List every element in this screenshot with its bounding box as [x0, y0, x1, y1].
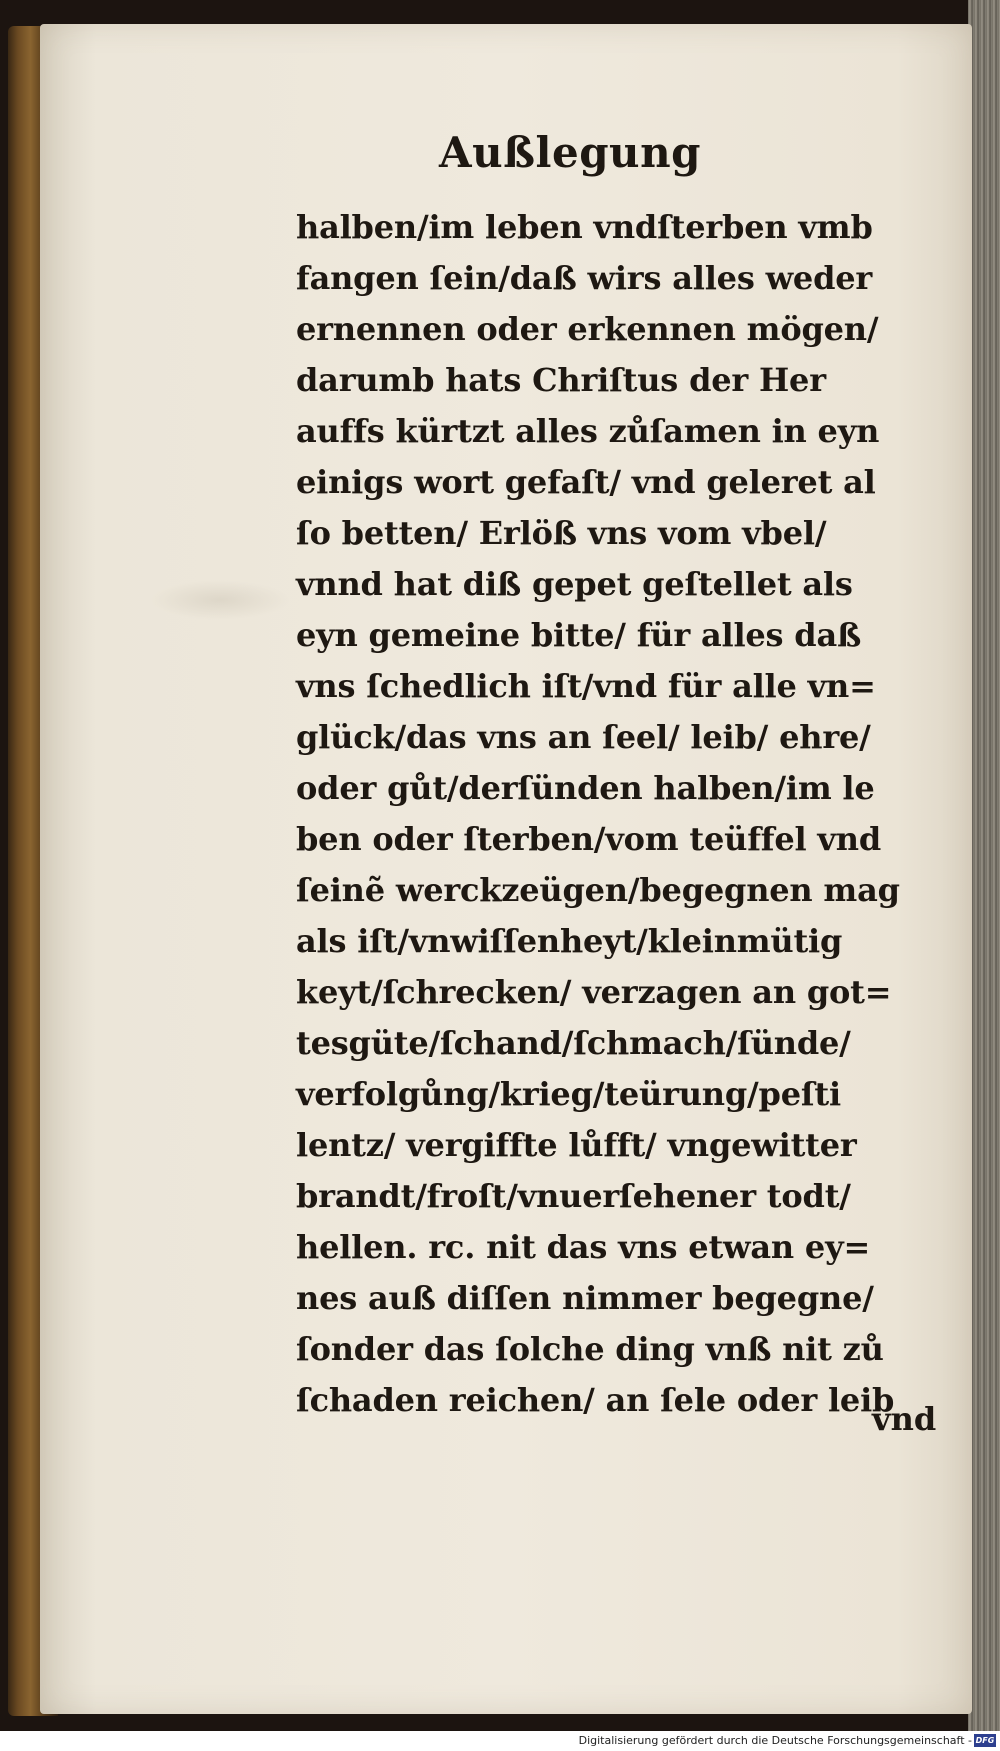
text-line: oder gůt/derſünden halben/im le	[296, 769, 875, 807]
text-line: hellen. rc. nit das vns etwan ey=	[296, 1228, 871, 1266]
text-line: vns ſchedlich iſt/vnd für alle vn=	[296, 667, 876, 705]
text-line: ſchaden reichen/ an ſele oder leib	[296, 1381, 895, 1419]
text-line: darumb hats Chriſtus der Her	[296, 361, 826, 399]
dfg-logo-icon: DFG	[975, 1736, 995, 1745]
text-line: ben oder ſterben/vom teüffel vnd	[296, 820, 882, 858]
text-line: keyt/ſchrecken/ verzagen an got=	[296, 973, 892, 1011]
text-line: als iſt/vnwiſſenheyt/kleinmütig	[296, 922, 843, 960]
text-block	[296, 202, 960, 1426]
text-line: auffs kürtzt alles zůſamen in eyn	[296, 412, 880, 450]
page-stack-edges	[968, 0, 1000, 1740]
text-line: lentz/ vergiffte lůfft/ vngewitter	[296, 1126, 857, 1164]
text-line: fangen ſein/daß wirs alles weder	[296, 259, 873, 297]
text-line: tesgüte/ſchand/ſchmach/ſünde/	[296, 1024, 851, 1062]
text-line: einigs wort gefaſt/ vnd geleret al	[296, 463, 876, 501]
text-line: brandt/froſt/vnuerſehener todt/	[296, 1177, 851, 1215]
ink-show-through	[150, 580, 290, 620]
footer-credit: Digitalisierung gefördert durch die Deutsche Forschungsgemeinschaft -	[578, 1734, 972, 1747]
text-line: glück/das vns an ſeel/ leib/ ehre/	[296, 718, 871, 756]
running-head: Außlegung	[438, 128, 702, 177]
text-line: ſeinẽ werckzeügen/begegnen mag	[296, 871, 900, 909]
text-line: ſonder das ſolche ding vnß nit zů	[296, 1330, 884, 1368]
text-line: halben/im leben vndſterben vmb	[296, 208, 873, 246]
text-line: ſo betten/ Erlöß vns vom vbel/	[296, 514, 827, 552]
text-line: vnnd hat diß gepet geſtellet als	[296, 565, 853, 603]
catchword: vnd	[872, 1400, 937, 1438]
text-line: verfolgůng/krieg/teürung/peſti	[296, 1075, 841, 1113]
text-line: nes auß diſſen nimmer begegne/	[296, 1279, 874, 1317]
text-line: ernennen oder erkennen mögen/	[296, 310, 879, 348]
text-line: eyn gemeine bitte/ für alles daß	[296, 616, 862, 654]
